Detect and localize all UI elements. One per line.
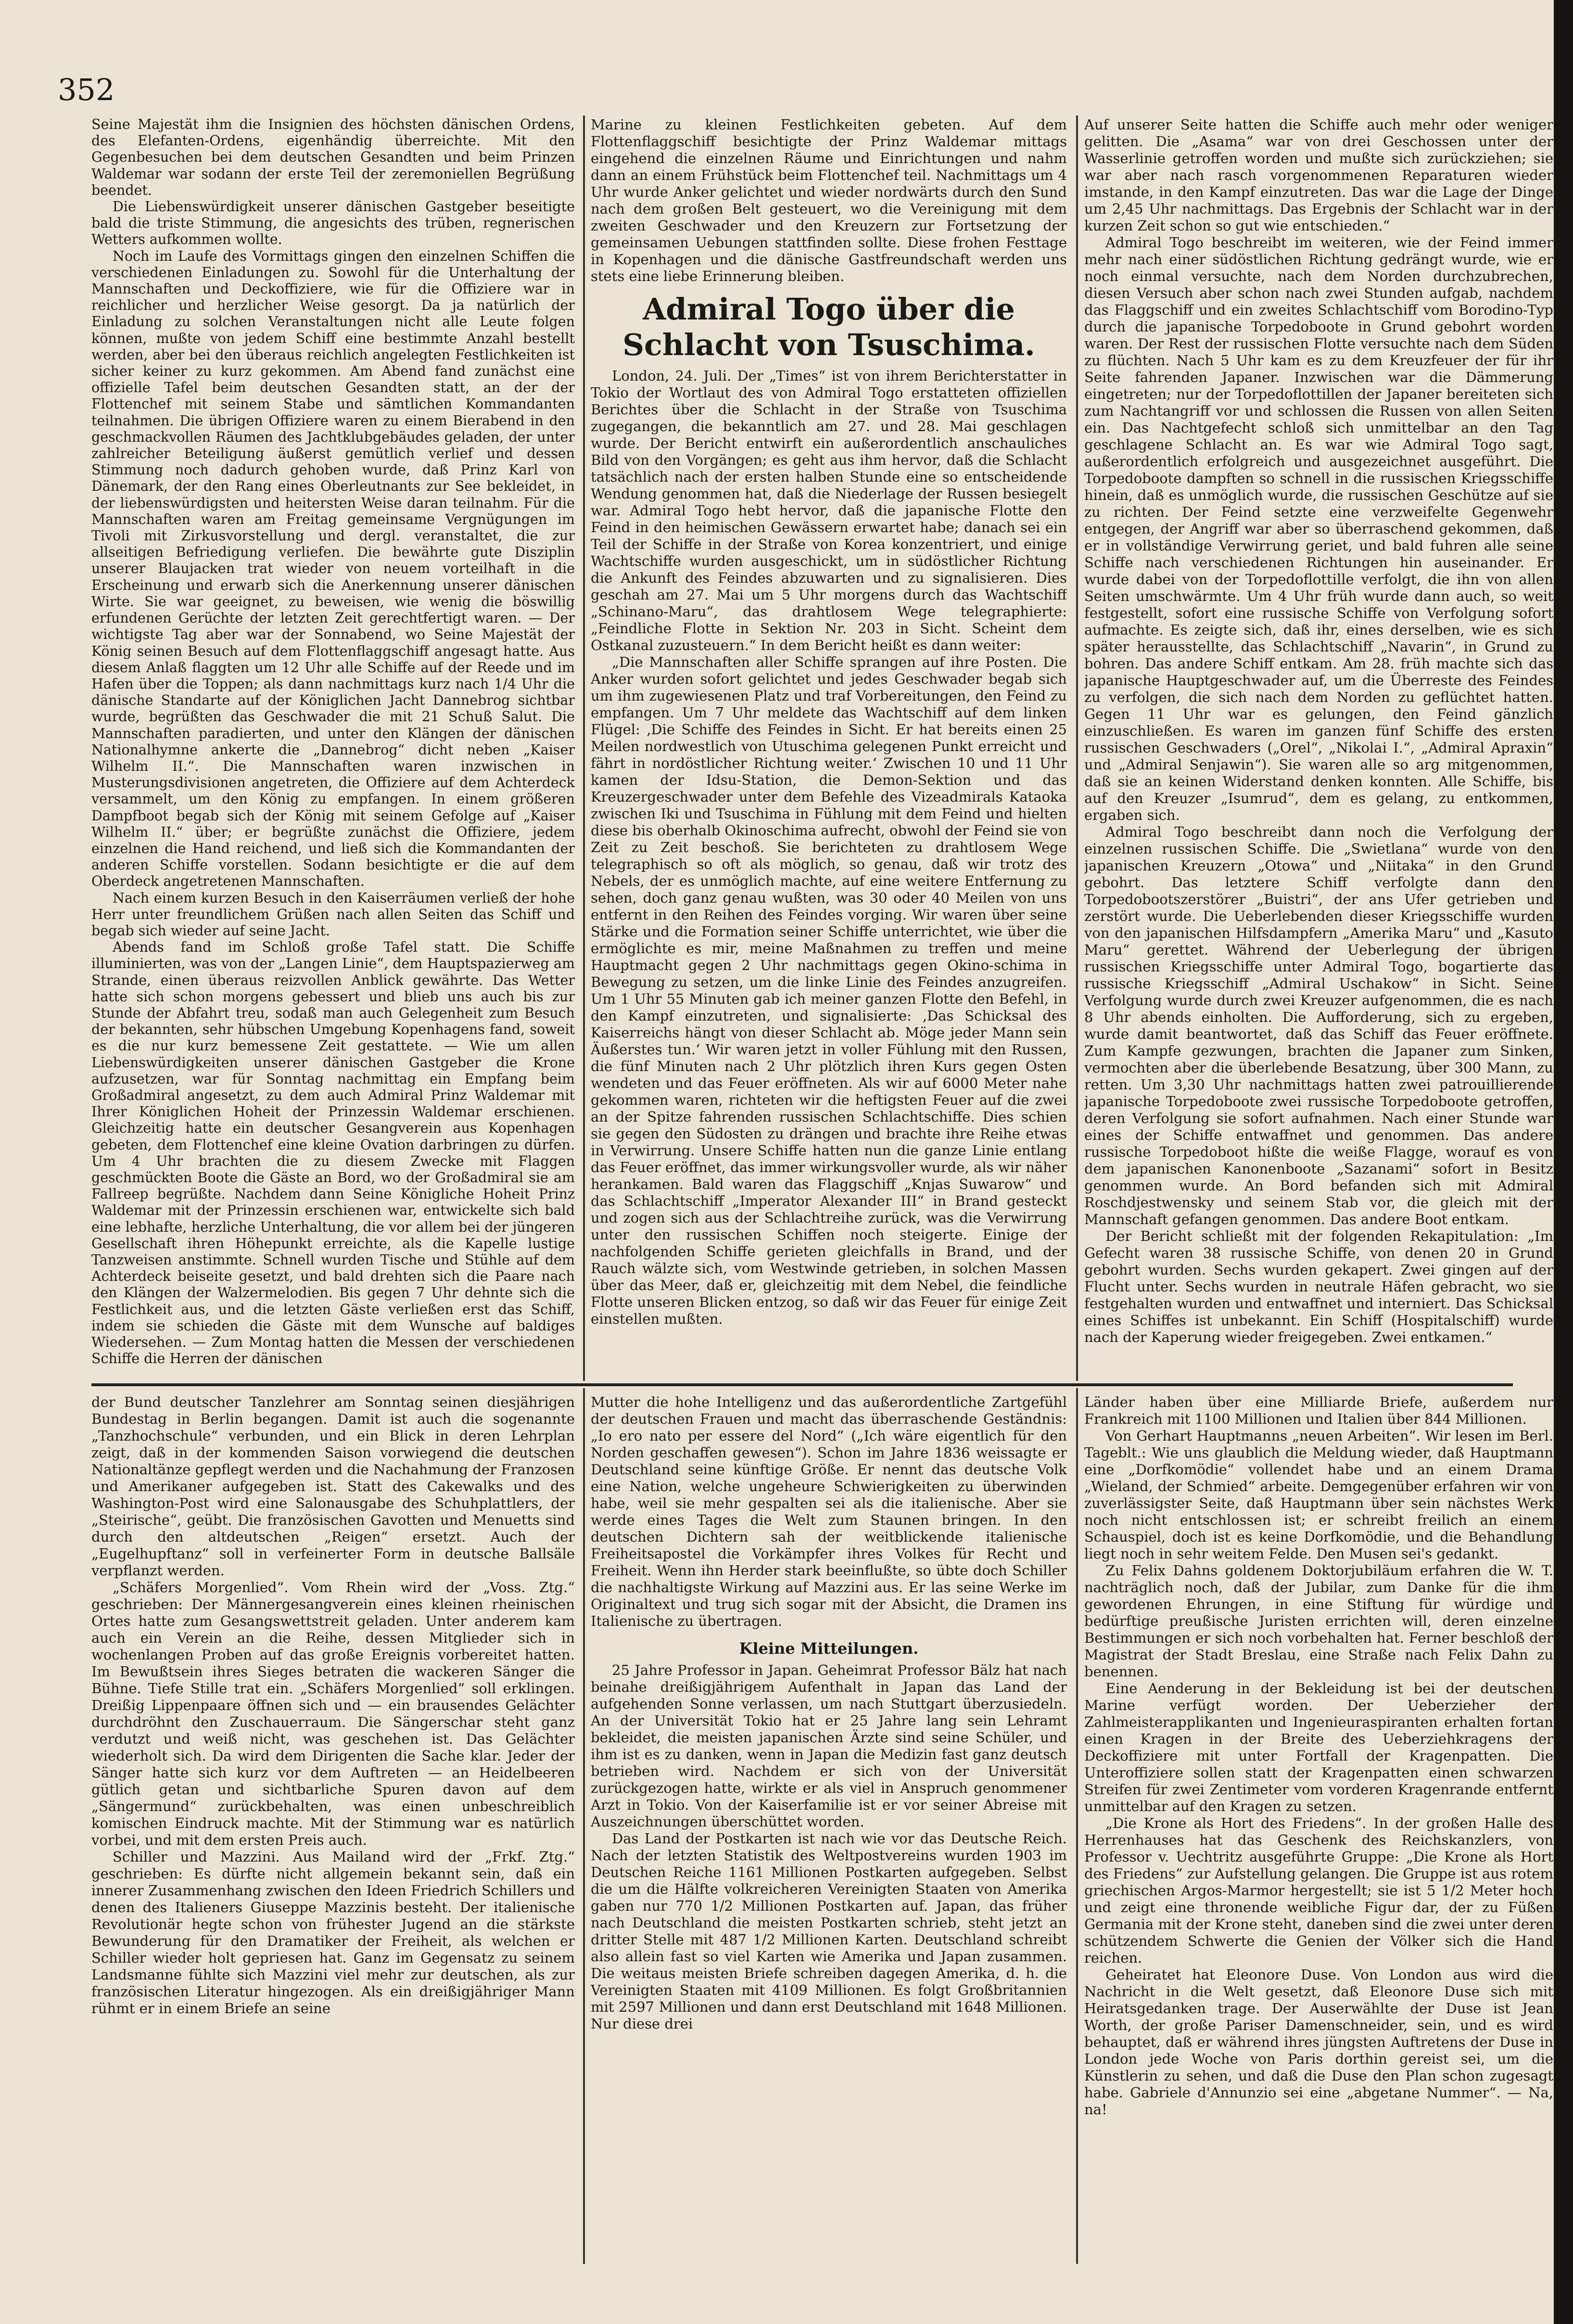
paragraph: Das Land der Postkarten ist nach wie vor das Deutsche Reich. Nach der letzten Statistik des Weltpostvereins wurden 1903 im Deutschen Reiche 1161 Millionen Postkarten aufgegeben. Selbst die um die Hälfte volkreicheren Vereinigten Staaten von Amerika gaben nur 770 1/2 Millionen Postkarten auf. Japan, das früher nach Deutschland die meisten Postkarten schrieb, steht jetzt an dritter Stelle mit 487 1/2 Millionen Karten. Deutschland schreibt also allein fast so viel Karten wie Amerika und Japan zusammen. Die weitaus meisten Briefe schreiben dagegen Amerika, d. h. die Vereinigten Staaten mit 4109 Millionen. Es folgt Großbritannien mit 2597 Millionen und dann erst Deutschland mit 1648 Millionen. Nur diese drei (591, 1830, 1067, 2032)
column-text (591, 1662, 1067, 2032)
feuilleton-column-1 (91, 1393, 575, 2259)
paragraph: Zu Felix Dahns goldenem Doktorjubiläum erfahren die W. T. nachträglich noch, daß der Jubilar, zum Danke für die ihm gewordenen Ehrungen, in eine Stiftung für würdige und bedürftige preußische Juristen errichten will, deren einzelne Bestimmungen er sich noch vorbehalten hat. Ferner beschloß der Magistrat der Stadt Breslau, eine Straße nach Felix Dahn zu benennen. (1084, 1562, 1553, 1680)
page-number: 352 (58, 72, 115, 107)
paragraph: Von Gerhart Hauptmanns „neuen Arbeiten“. Wir lesen im Berl. Tageblt.: Wie uns glaublich die Meldung wieder, daß Hauptmann eine „Dorfkomödie“ vollendet habe und an einem Drama „Wieland, der Schmied“ arbeite. Demgegenüber erfahren wir von zuverlässigster Seite, daß Hauptmann über sein nächstes Werk noch nicht entschlossen ist; er schreibt freilich an einem Schauspiel, doch ist es keine Dorfkomödie, und die Behandlung liegt noch in sehr weitem Felde. Den Musen sei's gedankt. (1084, 1428, 1553, 1562)
paragraph: 25 Jahre Professor in Japan. Geheimrat Professor Bälz hat nach beinahe dreißigjährigem Aufenthalt in Japan das Land der aufgehenden Sonne verlassen, um nach Stuttgart überzusiedeln. An der Universität Tokio hat er 25 Jahre lang sein Lehramt bekleidet, die meisten japanischen Ärzte sind seine Schüler, und ihm ist es zu danken, wenn in Japan die Medizin fast ganz deutsch betrieben wird. Nachdem er sich von der Universität zurückgezogen hatte, wirkte er als viel in Anspruch genommener Arzt in Tokio. Von der Kaiserfamilie ist er vor seiner Abreise mit Auszeichnungen überschüttet worden. (591, 1662, 1067, 1830)
article-column-2 (591, 115, 1067, 1376)
column-rule (1076, 115, 1078, 1381)
paragraph: Mutter die hohe Intelligenz und das außerordentliche Zartgefühl der deutschen Frauen und macht das überraschende Geständnis: „Io ero nato per essere del Nord“ („Ich wäre eigentlich für den Norden geschaffen gewesen“). Schon im Jahre 1836 weissagte er Deutschland seine künftige Größe. Er nennt das deutsche Volk eine Nation, welche ungeheure Schwierigkeiten zu überwinden habe, weil sie mehr gespalten sei als die italienische. Aber sie werde eines Tages die Welt zum Staunen bringen. In den deutschen Dichtern sah der weitblickende italienische Freiheitsapostel die Vorkämpfer ihres Volkes für Recht und Freiheit. Wenn ihn Herder stark beeinflußte, so übte doch Schiller die nachhaltigste Wirkung auf Mazzini aus. Er las seine Werke im Originaltext und trug sich sogar mit der Absicht, die Dramen ins Italienische zu übertragen. (591, 1394, 1067, 1629)
feuilleton-column-2 (591, 1393, 1067, 2259)
paragraph: Der Bericht schließt mit der folgenden Rekapitulation: „Im Gefecht waren 38 russische Schiffe, von denen 20 in Grund gebohrt wurden. Sechs wurden gekapert. Zwei gingen auf der Flucht unter. Sechs wurden in neutrale Häfen gebracht, wo sie festgehalten wurden und entwaffnet und interniert. Das Schicksal eines Schiffes ist unbekannt. Ein Schiff (Hospitalschiff) wurde nach der Kaperung wieder freigegeben. Zwei entkamen.“ (1084, 1228, 1553, 1345)
column-rule (1076, 1388, 1078, 2264)
column-text (591, 368, 1067, 1328)
feuilleton-column-3 (1084, 1393, 1553, 2259)
article-column-3 (1084, 115, 1553, 1376)
paragraph: Seine Majestät ihm die Insignien des höchsten dänischen Ordens, des Elefanten-Ordens, eigenhändig überreichte. Mit den Gegenbesuchen bei dem deutschen Gesandten und beim Prinzen Waldemar war sodann der erste Teil der zeremoniellen Begrüßung beendet. (91, 116, 575, 198)
paragraph: Länder haben über eine Milliarde Briefe, außerdem nur Frankreich mit 1100 Millionen und Italien über 844 Millionen. (1084, 1394, 1553, 1427)
scan-edge (1554, 0, 1573, 2324)
paragraph: „Schäfers Morgenlied“. Vom Rhein wird der „Voss. Ztg.“ geschrieben: Der Männergesangverein eines kleinen rheinischen Ortes hatte zum Gesangswettstreit geladen. Unter anderem kam auch ein Verein an die Reihe, dessen Mitglieder sich in wochenlangen Proben auf das große Ereignis vorbereitet hatten. Im Bewußtsein ihres Sieges betraten die wackeren Sänger die Bühne. Tiefe Stille trat ein. „Schäfers Morgenlied“ soll erklingen. Dreißig Lippenpaare öffnen sich und — ein brausendes Gelächter durchdröhnt den Zuschauerraum. Die Sängerschar steht ganz verdutzt und weiß nicht, was geschehen ist. Das Gelächter wiederholt sich. Da wird dem Dirigenten die Sache klar. Jeder der Sänger hatte sich kurz vor dem Auftreten — an Heidelbeeren gütlich getan und sichtbarliche Spuren davon auf dem „Sängermund“ zurückbehalten, was einen unbeschreiblich komischen Eindruck machte. Mit der Stimmung war es natürlich vorbei, und mit dem ersten Preis auch. (91, 1579, 575, 1848)
paragraph: Die Liebenswürdigkeit unserer dänischen Gastgeber beseitigte bald die triste Stimmung, die angesichts des trüben, regnerischen Wetters aufkommen wollte. (91, 199, 575, 248)
article-headline: Admiral Togo über die Schlacht von Tsuschima. (622, 292, 1035, 362)
paragraph: Marine zu kleinen Festlichkeiten gebeten. Auf dem Flottenflaggschiff besichtigte der Prinz Waldemar mittags eingehend die einzelnen Räume und Einrichtungen und nahm dann an einem Frühstück beim Flottenchef teil. Nachmittags um 4 Uhr wurde Anker gelichtet und wieder nordwärts durch den Sund nach dem großen Belt gesteuert, wo die Vereinigung mit dem zweiten Geschwader und den Kreuzern zur Fortsetzung der gemeinsamen Uebungen stattfinden sollte. Diese frohen Festtage in Kopenhagen und die dänische Gastfreundschaft werden uns stets eine liebe Erinnerung bleiben. (591, 116, 1067, 284)
paragraph: „Die Mannschaften aller Schiffe sprangen auf ihre Posten. Die Anker wurden sofort gelichtet und jedes Geschwader begab sich um ihm zugewiesenen Platz und traf Vorbereitungen, den Feind zu empfangen. Um 7 Uhr meldete das Wachtschiff auf dem linken Flügel: ‚Die Schiffe des Feindes in Sicht. Er hat bereits einen 25 Meilen nordwestlich von Utuschima gelegenen Punkt erreicht und fährt in nordöstlicher Richtung weiter.‘ Zwischen 10 und 11 Uhr kamen der Idsu-Station, die Demon-Sektion und das Kreuzergeschwader unter dem Befehle des Vizeadmirals Kataoka zwischen Iki und Tsuschima in Fühlung mit dem Feind und hielten diese bis oberhalb Okinoschima aufrecht, obwohl der Feind sie von Zeit zu Zeit beschoß. Sie berichteten zu drahtlosem Wege telegraphisch so oft als möglich, so genau, daß wir trotz des Nebels, der es unmöglich machte, auf eine weitere Entfernung zu sehen, doch ganz genau wußten, was 30 oder 40 Meilen von uns entfernt in den Reihen des Feindes vorging. Wir waren über seine Stärke und die Formation seiner Schiffe unterrichtet, wie über die ermöglichte es mir, meine Maßnahmen zu treffen und meine Hauptmacht gegen 2 Uhr nachmittags gegen Okino-schima in Bewegung zu setzen, um die linke Linie des Feindes anzugreifen. Um 1 Uhr 55 Minuten gab ich meiner ganzen Flotte den Befehl, in den Kampf einzutreten, und signalisierte: ‚Das Schicksal des Kaiserreichs hängt von dieser Schlacht ab. Möge jeder Mann sein Äußerstes tun.‘ Wir waren jetzt in voller Fühlung mit den Russen, die fünf Minuten nach 2 Uhr plötzlich ihren Kurs gegen Osten wendeten und das Feuer eröffneten. Als wir auf 6000 Meter nahe gekommen waren, richteten wir die heftigsten Feuer auf die zwei an der Spitze fahrenden russischen Schlachtschiffe. Dies schien sie gegen den Südosten zu drängen und brachte ihre Reihe etwas in Verwirrung. Unsere Schiffe hatten nun die ganze Linie entlang das Feuer eröffnet, das immer wirkungsvoller wurde, als wir näher herankamen. Bald waren das Flaggschiff „Knjas Suwarow“ und das Schlachtschiff „Imperator Alexander III“ in Brand gesteckt und zogen sich aus der Schlachtreihe zurück, was die Verwirrung unter den russischen Schiffen noch steigerte. Einige der nachfolgenden Schiffe gerieten gleichfalls in Brand, und der Rauch wälzte sich, vom Westwinde getrieben, in solchen Massen über das Meer, daß er, gleichzeitig mit dem Nebel, die feindliche Flotte unseren Blicken entzog, so daß wir das Feuer für einige Zeit einstellen mußten. (591, 654, 1067, 1327)
paragraph: London, 24. Juli. Der „Times“ ist von ihrem Berichterstatter in Tokio der Wortlaut des von Admiral Togo erstatteten offiziellen Berichtes über die Schlacht in der Straße von Tsuschima zugegangen, die bekanntlich am 27. und 28. Mai geschlagen wurde. Der Bericht entwirft ein außerordentlich anschauliches Bild von den Vorgängen; es geht aus ihm hervor, daß die Schlacht tatsächlich nach der ersten halben Stunde eine so entscheidende Wendung genommen hat, daß die Niederlage der Russen besiegelt war. Admiral Togo hebt hervor, daß die japanische Flotte den Feind in den heimischen Gewässern erwartet habe; danach sei ein Teil der Schiffe in der Straße von Korea konzentriert, und einige Wachtschiffe wurden ausgeschickt, um in südöstlicher Richtung die Ankunft des Feindes abzuwarten und zu signalisieren. Dies geschah am 27. Mai um 5 Uhr morgens durch das Wachtschiff „Schinano-Maru“, das drahtlosem Wege telegraphierte: „Feindliche Flotte in Sektion Nr. 203 in Sicht. Scheint dem Ostkanal zuzusteuern.“ In dem Bericht heißt es dann weiter: (591, 368, 1067, 653)
paragraph: „Die Krone als Hort des Friedens“. In der großen Halle des Herrenhauses hat das Geschenk des Reichskanzlers, von Professor v. Uechtritz ausgeführte Gruppe: „Die Krone als Hort des Friedens“ zur Aufstellung gelangen. Die Gruppe ist aus rotem griechischen Argos-Marmor hergestellt; sie ist 5 1/2 Meter hoch und zeigt eine thronende weibliche Figur dar, der zu Füßen Germania mit der Krone steht, daneben sind die zwei unter deren schützendem Schwerte die Genien der Völker sich die Hand reichen. (1084, 1815, 1553, 1966)
paragraph: Eine Aenderung in der Bekleidung ist bei der deutschen Marine verfügt worden. Der Ueberzieher der Zahlmeisterapplikanten und Ingenieuraspiranten erhalten fortan einen Kragen in der Breite des Ueberziehkragens der Deckoffiziere mit unter Fortfall der Kragenpatten. Die Unteroffiziere sollen statt der Kragenpatten einen schwarzen Streifen für zwei Zentimeter vom vorderen Kragenrande entfernt unmittelbar auf den Kragen zu setzen. (1084, 1680, 1553, 1814)
column-rule (583, 115, 585, 1381)
paragraph: Geheiratet hat Eleonore Duse. Von London aus wird die Nachricht in die Welt gesetzt, daß Eleonore Duse sich mit Heiratsgedanken trage. Der Auserwählte der Duse ist Jean Worth, der große Pariser Damenschneider, sein, und es wird behauptet, daß er während ihres jüngsten Auftretens der Duse in London jede Woche von Paris dorthin gereist sei, um die Künstlerin zu sehen, und daß die Duse den Plan schon zugesagt habe. Gabriele d'Annunzio sei eine „abgetane Nummer“. — Na, na! (1084, 1966, 1553, 2118)
paragraph: Abends fand im Schloß große Tafel statt. Die Schiffe illuminierten, was von der „Langen Linie“, dem Hauptspazierweg am Strande, einen überaus reizvollen Anblick gewährte. Das Wetter hatte sich schon morgens gebessert und blieb uns auch bis zur Stunde der Abfahrt treu, sodaß man auch Gelegenheit zum Besuch der bekannten, sehr hübschen Umgebung Kopenhagens fand, soweit es die nur kurz bemessene Zeit gestattete. — Wie um allen Liebenswürdigkeiten unserer dänischen Gastgeber die Krone aufzusetzen, war für Sonntag nachmittag ein Empfang beim Großadmiral angesetzt, zu dem auch Admiral Prinz Waldemar mit Ihrer Königlichen Hoheit der Prinzessin Waldemar erschienen. Gleichzeitig hatte ein deutscher Gesangverein aus Kopenhagen gebeten, dem Flottenchef eine kleine Ovation darbringen zu dürfen. Um 4 Uhr brachten die zu diesem Zwecke mit Flaggen geschmückten Boote die Gäste an Bord, wo der Großadmiral sie am Fallreep begrüßte. Nachdem dann Seine Königliche Hoheit Prinz Waldemar mit der Prinzessin erschienen war, entwickelte sich bald eine lebhafte, herzliche Unterhaltung, die vor allem bei der jüngeren Gesellschaft ihren Höhepunkt erreichte, als die Kapelle lustige Tanzweisen anstimmte. Schnell wurden Tische und Stühle auf dem Achterdeck beiseite gesetzt, und bald drehten sich die Paare nach den Klängen der Walzermelodien. Bis gegen 7 Uhr dehnte sich die Festlichkeit aus, und die letzten Gäste verließen erst das Schiff, indem sie schieden die Gäste mit dem Wunsche auf baldiges Wiedersehen. — Zum Montag hatten die Messen der verschiedenen Schiffe die Herren der dänischen (91, 939, 575, 1367)
section-heading: Kleine Mitteilungen. (739, 1639, 919, 1658)
article-column-1 (91, 115, 575, 1376)
paragraph: Noch im Laufe des Vormittags gingen den einzelnen Schiffen die verschiedenen Einladungen zu. Sowohl für die Unterhaltung der Mannschaften und Deckoffiziere, wie für die Offiziere war in reichlicher und herzlicher Weise gesorgt. Da ja natürlich der Einladung zu solchen Veranstaltungen nicht alle Leute folgen können, mußte von jedem Schiff eine bestimmte Anzahl bestellt werden, aber bei den überaus reichlich angelegten Festlichkeiten ist sicher keiner zu kurz gekommen. Am Abend fand zunächst eine offizielle Tafel beim deutschen Gesandten statt, an der der Flottenchef mit seinem Stabe und sämtlichen Kommandanten teilnahmen. Die übrigen Offiziere waren zu einem Bierabend in den geschmackvollen Räumen des Jachtklubgebäudes geladen, der unter zahlreicher Beteiligung äußerst gemütlich verlief und dessen Stimmung noch dadurch gehoben wurde, daß Prinz Karl von Dänemark, der den Rang eines Oberleutnants zur See bekleidet, in der liebenswürdigsten und heitersten Weise daran teilnahm. Für die Mannschaften waren am Freitag gemeinsame Vergnügungen im Tivoli mit Zirkusvorstellung und dergl. veranstaltet, die zur allseitigen Befriedigung verliefen. Die bewährte gute Disziplin unserer Blaujacken trat wieder von neuem vorteilhaft in die Erscheinung und erwarb sich die Anerkennung unserer dänischen Wirte. Sie war geeignet, zu beweisen, wie wenig die böswillig erfundenen Gerüchte der letzten Zeit gerechtfertigt waren. — Der wichtigste Tag aber war der Sonnabend, wo Seine Majestät der König seinen Besuch auf dem Flottenflaggschiff angesagt hatte. Aus diesem Anlaß flaggten um 12 Uhr alle Schiffe auf der Reede und im Hafen über die Toppen; als dann nachmittags kurz nach 1/4 Uhr die dänische Standarte auf der Königlichen Jacht Dannebrog sichtbar wurde, begrüßten das Geschwader die mit 21 Schuß Salut. Die Mannschaften paradierten, und unter den Klängen der dänischen Nationalhymne ankerte die „Dannebrog“ dicht neben „Kaiser Wilhelm II.“. Die Mannschaften waren inzwischen in Musterungsdivisionen angetreten, die Offiziere auf dem Achterdeck versammelt, um den König zu empfangen. In einem größeren Dampfboot begab sich der König mit seinem Gefolge auf „Kaiser Wilhelm II.“ über; er begrüßte zunächst die Offiziere, jedem einzelnen die Hand reichend, und ließ sich die Kommandanten der anderen Schiffe vorstellen. Sodann besichtigte er die auf dem Oberdeck angetretenen Mannschaften. (91, 248, 575, 890)
paragraph: der Bund deutscher Tanzlehrer am Sonntag seinen diesjährigen Bundestag in Berlin begangen. Damit ist auch die sogenannte „Tanzhochschule“ verbunden, und ein Blick in deren Lehrplan zeigt, daß in der kommenden Saison vorwiegend die deutschen Nationaltänze gepflegt werden und die Nachahmung der Franzosen und Amerikaner aufgegeben ist. Statt des Cakewalks und des Washington-Post wird eine Salonausgabe des Schuhplattlers, der „Steirische“, geübt. Die französischen Gavotten und Menuetts sind durch den altdeutschen „Reigen“ ersetzt. Auch der „Eugelhupftanz“ soll in verfeinerter Form in deutsche Ballsäle verpflanzt werden. (91, 1394, 575, 1579)
paragraph: Auf unserer Seite hatten die Schiffe auch mehr oder weniger gelitten. Die „Asama“ war von drei Geschossen unter der Wasserlinie getroffen worden und mußte sich zurückziehen; sie war aber nach rasch vorgenommenen Reparaturen wieder imstande, in den Kampf einzutreten. Das war die Lage der Dinge um 2,45 Uhr nachmittags. Das Ergebnis der Schlacht war in der kurzen Zeit schon so gut wie entschieden.“ (1084, 116, 1553, 234)
column-text (1084, 116, 1553, 1346)
column-text (591, 1394, 1067, 1630)
section-rule (91, 1383, 1513, 1386)
paragraph: Admiral Togo beschreibt dann noch die Verfolgung der einzelnen russischen Schiffe. Die „Swietlana“ wurde von den japanischen Kreuzern „Otowa“ und „Niitaka“ in den Grund gebohrt. Das letztere Schiff verfolgte dann den Torpedobootszerstörer „Buistri“, der ans Ufer getrieben und zerstört wurde. Die Ueberlebenden dieser Kriegsschiffe wurden von den japanischen Hilfsdampfern „Amerika Maru“ und „Kasuto Maru“ gerettet. Während der Ueberlegung der übrigen russischen Kriegsschiffe unter Admiral Togo, bogartierte das russische Kriegsschiff „Admiral Uschakow“ in Sicht. Seine Verfolgung wurde durch zwei Kreuzer aufgenommen, die es nach 8 Uhr abends einholten. Die Aufforderung, sich zu ergeben, wurde damit beantwortet, daß das Schiff das Feuer eröffnete. Zum Kampfe gezwungen, brachten die Japaner zum Sinken, vermochten aber die überlebende Besatzung, über 300 Mann, zu retten. Um 3,30 Uhr nachmittags hatten zwei patrouillierende japanische Torpedoboote zwei russische Torpedoboote getroffen, deren Verfolgung sie sofort aufnahmen. Nach einer Stunde war eines der Schiffe entwaffnet und genommen. Das andere russische Torpedoboot hißte die weiße Flagge, worauf es von dem japanischen Kanonenboote „Sazanami“ sofort in Besitz genommen wurde. An Bord befanden sich mit Admiral Roschdjestwensky und seinem Stab vor, die gleich mit der Mannschaft gefangen genommen. Das andere Boot entkam. (1084, 824, 1553, 1227)
column-text (91, 116, 575, 1367)
column-text (1084, 1394, 1553, 2118)
paragraph: Nach einem kurzen Besuch in den Kaiserräumen verließ der hohe Herr unter freundlichem Grüßen nach allen Seiten das Schiff und begab sich wieder auf seine Jacht. (91, 890, 575, 939)
paragraph: Schiller und Mazzini. Aus Mailand wird der „Frkf. Ztg.“ geschrieben: Es dürfte nicht allgemein bekannt sein, daß ein innerer Zusammenhang zwischen den Ideen Friedrich Schillers und denen des Italieners Giuseppe Mazzinis besteht. Der italienische Revolutionär hegte schon von frühester Jugend an die stärkste Bewunderung für den Dramatiker der Freiheit, als welchen er Schiller wieder holt gepriesen hat. Ganz im Gegensatz zu seinem Landsmanne fühlte sich Mazzini viel mehr zur deutschen, als zur französischen Literatur hingezogen. Als ein dreißigjähriger Mann rühmt er in einem Briefe an seine (91, 1849, 575, 2017)
column-rule (583, 1388, 585, 2264)
column-text (91, 1394, 575, 2017)
column-text (591, 116, 1067, 285)
paragraph: Admiral Togo beschreibt im weiteren, wie der Feind immer mehr nach einer südöstlichen Richtung gedrängt wurde, wie er noch einmal versuchte, nach dem Norden durchzubrechen, diesen Versuch aber schon nach zwei Stunden aufgab, nachdem das Flaggschiff und ein zweites Schlachtschiff vom Borodino-Typ durch die japanische Torpedoboote in Grund gebohrt worden waren. Der Rest der russischen Flotte versuchte nach dem Süden zu flüchten. Nach 5 Uhr kam es zu dem Kreuzfeuer der für ihr Seite fahrenden Japaner. Inzwischen war die Dämmerung eingetreten; nur der Torpedoflottillen der Japaner bereiteten sich zum Nachtangriff vor und schlossen die Russen von allen Seiten ein. Das Nachtgefecht schloß sich unmittelbar an den Tag geschlagene Schlacht an. Es war wie Admiral Togo sagt, außerordentlich erfolgreich und ausgezeichnet ausgeführt. Die Torpedoboote dampften so schnell in die russischen Kriegsschiffe hinein, daß es unmöglich wurde, die russischen Geschütze auf sie zu richten. Der Feind setzte eine verzweifelte Gegenwehr entgegen, der Angriff war aber so überraschend gekommen, daß er in vollständige Verwirrung geriet, und bald fuhren alle seine Schiffe nach verschiedenen Richtungen hin auseinander. Er wurde dabei von der Torpedoflottille verfolgt, die ihn von allen Seiten umschwärmte. Um 4 Uhr früh wurde dann auch, so weit festgestellt, sofort eine russische Schiffe von Verfolgung sofort aufmachte. Es zeigte sich, daß ihr, eines derselben, wie es sich später herausstellte, das Schlachtschiff „Navarin“, in Grund zu bohren. Das andere Schiff entkam. Am 28. früh machte sich das japanische Hauptgeschwader auf, um die Überreste des Feindes zu verfolgen, die sich nach dem Norden zu geflüchtet hatten. Gegen 11 Uhr war es gelungen, den Feind gänzlich einzuschließen. Es waren im ganzen fünf Schiffe des ersten russischen Geschwaders („Orel“, „Nikolai I.“, „Admiral Apraxin“ und „Admiral Senjawin“). Sie waren alle so arg mitgenommen, daß sie an keinen Widerstand denken konnten. Alle Schiffe, bis auf den Kreuzer „Isumrud“, dem es gelang, zu entkommen, ergaben sich. (1084, 234, 1553, 823)
